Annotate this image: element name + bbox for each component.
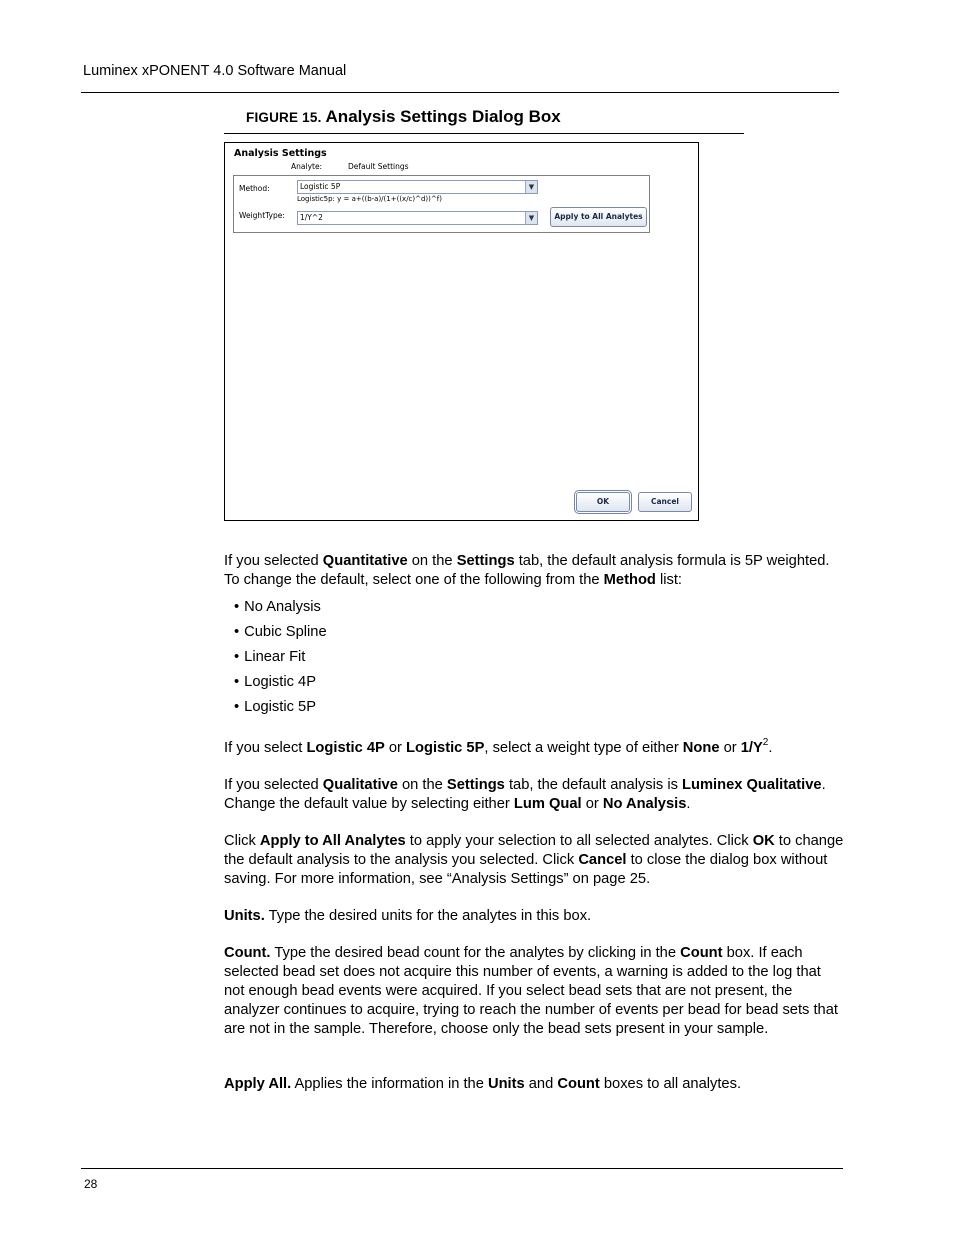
paragraph-quantitative: If you selected Quantitative on the Settings tab, the default analysis formula is 5P weighted. To change the default, select one of the following from the Method list:: [224, 553, 830, 588]
figure-caption: [246, 107, 561, 127]
analyte-label: Analyte:: [291, 162, 323, 171]
paragraph-units: Units. Type the desired units for the analytes in this box.: [224, 908, 592, 924]
cancel-button[interactable]: Cancel: [638, 492, 692, 512]
paragraph-qualitative: If you selected Qualitative on the Settings tab, the default analysis is Luminex Qualitative. Change the default value by selecting either Lum Qual or No Analysis.: [224, 777, 826, 812]
analysis-settings-dialog: [224, 142, 699, 521]
dialog-title: Analysis Settings: [234, 148, 327, 159]
paragraph-count: Count. Type the desired bead count for the analytes by clicking in the Count box. If each selected bead set does not acquire this number of events, a warning is added to the log that not enough bead events were acquired. If you select bead sets that are not present, the analyzer continues to acquire, trying to reach the number of events per bead for bead sets that are not in the sample. Therefore, choose only the bead sets present in your sample.: [224, 945, 838, 1037]
ok-button[interactable]: OK: [576, 492, 630, 512]
chevron-down-icon[interactable]: ▼: [525, 181, 537, 193]
running-header: Luminex xPONENT 4.0 Software Manual: [83, 63, 347, 79]
weight-type-select[interactable]: [297, 211, 538, 225]
figure-rule: [224, 133, 744, 134]
list-item: • Logistic 4P: [234, 673, 316, 692]
method-select[interactable]: [297, 180, 538, 194]
paragraph-apply-all: Apply All. Applies the information in the Units and Count boxes to all analytes.: [224, 1076, 742, 1092]
method-selected-value: Logistic 5P: [300, 182, 341, 191]
header-rule: [81, 92, 839, 93]
footer-rule: [81, 1168, 843, 1169]
weight-type-label: WeightType:: [239, 211, 285, 220]
list-item: • No Analysis: [234, 598, 321, 617]
method-label: Method:: [239, 184, 270, 193]
figure-number: FIGURE 15.: [246, 110, 322, 125]
paragraph-buttons: Click Apply to All Analytes to apply your selection to all selected analytes. Click OK to change the default analysis to the analysis you selected. Click Cancel to close the dialog box without saving. For more information, see “Analysis Settings” on page 25.: [224, 833, 844, 887]
figure-title: Analysis Settings Dialog Box: [325, 107, 561, 126]
analyte-value: Default Settings: [348, 162, 409, 171]
formula-text: Logistic5p: y = a+((b-a)/(1+((x/c)^d))^f): [297, 195, 442, 203]
apply-to-all-analytes-button[interactable]: Apply to All Analytes: [550, 207, 647, 227]
settings-group: [233, 175, 650, 233]
list-item: • Linear Fit: [234, 648, 305, 667]
list-item: • Logistic 5P: [234, 698, 316, 717]
page-number: 28: [84, 1177, 98, 1191]
list-item: • Cubic Spline: [234, 623, 327, 642]
chevron-down-icon[interactable]: ▼: [525, 212, 537, 224]
paragraph-weight-type: If you select Logistic 4P or Logistic 5P, select a weight type of either None or $1/Y^2$.: [224, 737, 773, 756]
weight-type-selected-value: 1/Y^2: [300, 213, 323, 222]
